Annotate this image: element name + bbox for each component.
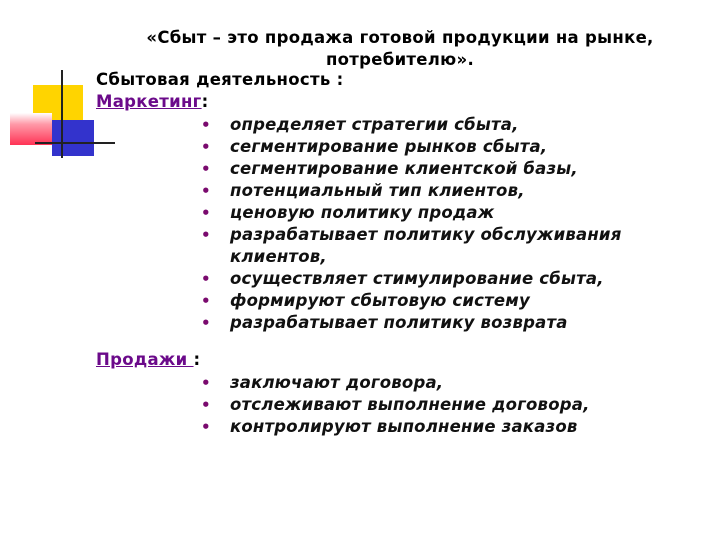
list-item [201, 158, 641, 180]
list-item [201, 290, 641, 312]
list-item-text: заключают договора, [230, 373, 444, 392]
list-item-text: отслеживают выполнение договора, [230, 395, 590, 414]
list-item-text: контролируют выполнение заказов [230, 417, 578, 436]
list-item [201, 394, 641, 416]
bullet-icon: • [201, 374, 211, 392]
list-item [201, 312, 641, 334]
sales-list [201, 372, 641, 438]
list-item [201, 136, 641, 158]
bullet-icon: • [201, 292, 211, 310]
list-item-text: разрабатывает политику обслуживания клиентов, [230, 225, 622, 266]
bullet-icon: • [201, 396, 211, 414]
sales-colon: : [193, 350, 201, 369]
sales-link[interactable]: Продажи [96, 350, 194, 369]
bullet-icon: • [201, 418, 211, 436]
bullet-icon: • [201, 116, 211, 134]
bullet-icon: • [201, 204, 211, 222]
list-item-text: сегментирование клиентской базы, [230, 159, 578, 178]
list-item [201, 202, 641, 224]
bullet-icon: • [201, 270, 211, 288]
list-item-text: разрабатывает политику возврата [230, 313, 568, 332]
decor-vertical-line [61, 70, 63, 158]
section-subtitle: Сбытовая деятельность : [96, 70, 344, 89]
marketing-link[interactable]: Маркетинг [96, 92, 202, 111]
slide-title-line-1: «Сбыт – это продажа готовой продукции на рынке, [146, 28, 654, 47]
list-item [201, 114, 641, 136]
bullet-icon: • [201, 226, 211, 244]
list-item-text: определяет стратегии сбыта, [230, 115, 519, 134]
slide-title [100, 27, 700, 71]
decor-horizontal-line [35, 142, 115, 144]
decor-blue-square [52, 120, 94, 156]
marketing-heading [96, 92, 209, 111]
bullet-icon: • [201, 160, 211, 178]
bullet-icon: • [201, 182, 211, 200]
list-item-text: ценовую политику продаж [230, 203, 495, 222]
sales-heading [96, 350, 200, 369]
list-item-text: формируют сбытовую систему [230, 291, 530, 310]
list-item-text: осуществляет стимулирование сбыта, [230, 269, 604, 288]
list-item-text: сегментирование рынков сбыта, [230, 137, 548, 156]
bullet-icon: • [201, 314, 211, 332]
list-item [201, 180, 641, 202]
slide-title-line-2: потребителю». [325, 50, 475, 69]
list-item-text: потенциальный тип клиентов, [230, 181, 525, 200]
marketing-list [201, 114, 641, 334]
decor-red-square [10, 113, 52, 145]
list-item [201, 224, 641, 268]
marketing-colon: : [201, 92, 209, 111]
list-item [201, 268, 641, 290]
bullet-icon: • [201, 138, 211, 156]
list-item [201, 372, 641, 394]
list-item [201, 416, 641, 438]
